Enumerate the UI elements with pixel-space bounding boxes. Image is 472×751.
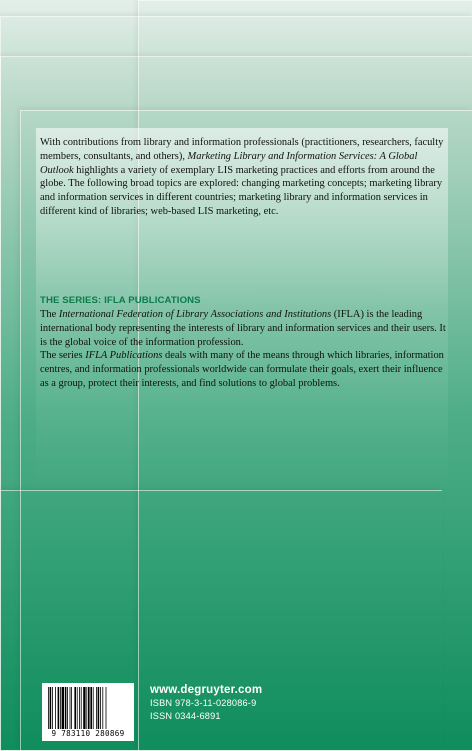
series-text: The bbox=[40, 309, 59, 320]
series-paragraph bbox=[40, 349, 450, 390]
series-text: deals with many of the means through which libraries, information centres, and information professionals worldwide can formulate their goals, exert their influence as a group, protect their interests, and find solutions to global problems. bbox=[40, 350, 444, 389]
series-description bbox=[40, 308, 450, 391]
book-blurb bbox=[40, 136, 450, 219]
series-text: (IFLA) is the leading international body representing the interests of library and information services and their users. It is the global voice of the information profession. bbox=[40, 309, 446, 348]
series-heading: THE SERIES: IFLA PUBLICATIONS bbox=[40, 295, 201, 306]
back-cover-text bbox=[36, 128, 448, 488]
series-text: The series bbox=[40, 350, 86, 362]
publisher-url: www.degruyter.com bbox=[150, 684, 263, 696]
isbn: ISBN 978-3-11-028086-9 bbox=[150, 698, 257, 708]
barcode-digits: 9 783110 280869 bbox=[51, 729, 125, 738]
barcode-icon bbox=[48, 687, 128, 729]
book-title: Marketing Library and Information Services: A Global Outlook bbox=[40, 150, 418, 176]
issn: ISSN 0344-6891 bbox=[150, 710, 221, 721]
publisher-info bbox=[150, 684, 262, 722]
blurb-text: highlights a variety of exemplary LIS marketing practices and efforts from around the globe. The following broad topics are explored: changing marketing concepts; marketing library and information services in different countries; marketing library and information services in different kind of libraries; web-based LIS marketing, etc. bbox=[40, 164, 443, 217]
blurb-text: With contributions from library and information professionals (practitioners, researchers, faculty members, consultants, and others), bbox=[40, 137, 444, 162]
series-name: IFLA Publications bbox=[85, 350, 163, 362]
barcode bbox=[42, 683, 134, 741]
organization-name: International Federation of Library Associations and Institutions bbox=[58, 309, 332, 320]
series-paragraph bbox=[40, 308, 450, 349]
